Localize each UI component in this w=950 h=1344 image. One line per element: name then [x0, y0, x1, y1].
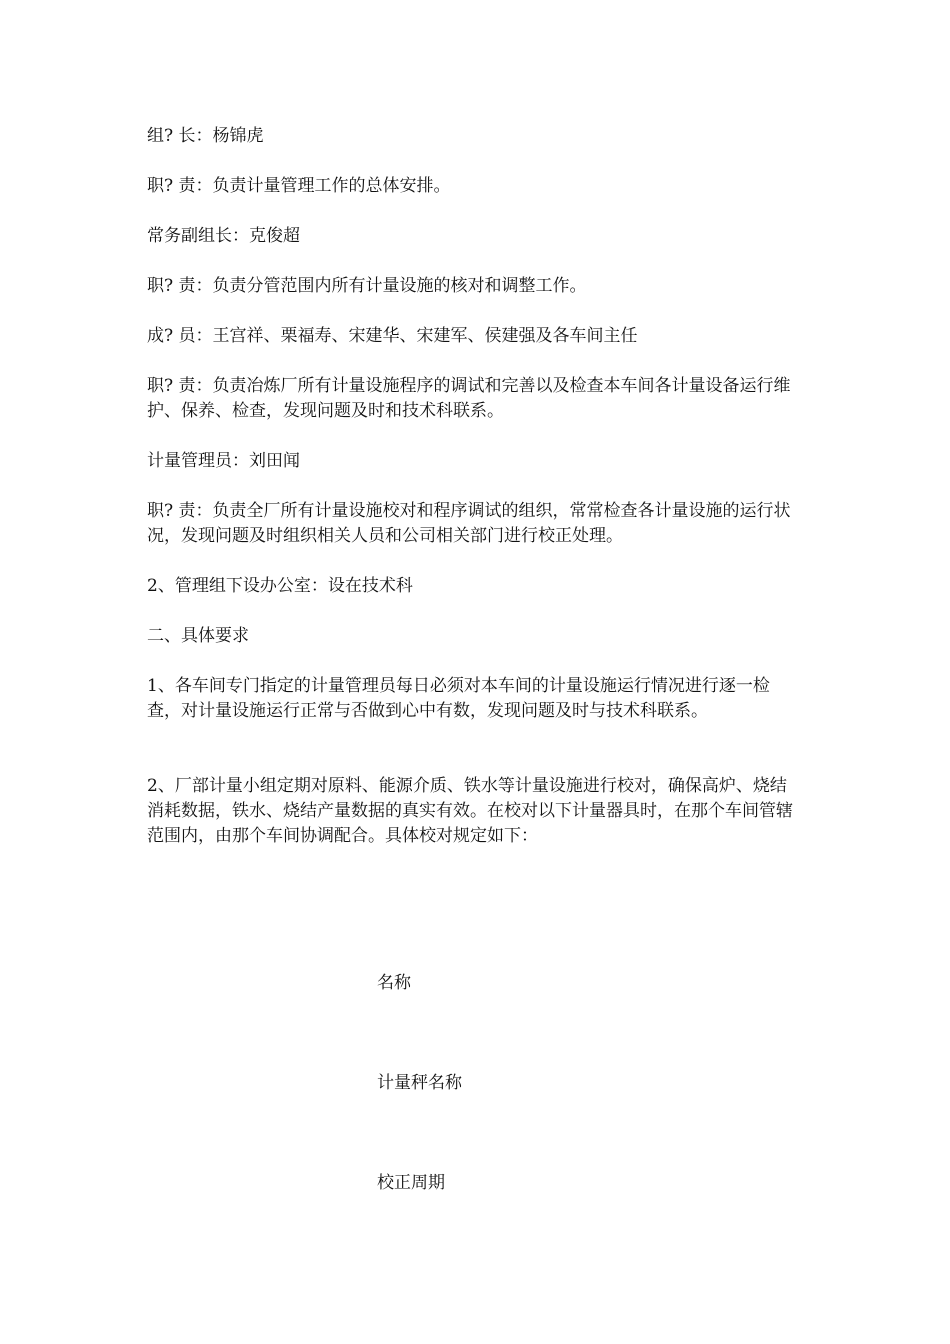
paragraph-members: 成? 员：王宫祥、栗福寿、宋建华、宋建军、侯建强及各车间主任	[147, 326, 638, 346]
table-header-scale-name: 计量秤名称	[377, 1073, 462, 1093]
table-header-name: 名称	[377, 973, 411, 993]
paragraph-group-leader: 组? 长：杨锦虎	[147, 126, 264, 146]
paragraph-members-duty: 职? 责：负责冶炼厂所有计量设施程序的调试和完善以及检查本车间各计量设备运行维护、保养、检查，发现问题及时和技术科联系。	[147, 376, 791, 421]
table-header-calibration-period: 校正周期	[377, 1173, 445, 1193]
section-heading-requirements: 二、具体要求	[147, 626, 249, 646]
paragraph-leader-duty: 职? 责：负责计量管理工作的总体安排。	[147, 176, 451, 196]
paragraph-metrology-manager: 计量管理员：刘田闻	[147, 451, 300, 471]
paragraph-requirement-1: 1、各车间专门指定的计量管理员每日必须对本车间的计量设施运行情况进行逐一检查，对计量设施运行正常与否做到心中有数，发现问题及时与技术科联系。	[147, 676, 770, 721]
paragraph-deputy-leader: 常务副组长：克俊超	[147, 226, 300, 246]
paragraph-deputy-duty: 职? 责：负责分管范围内所有计量设施的核对和调整工作。	[147, 276, 587, 296]
paragraph-manager-duty: 职? 责：负责全厂所有计量设施校对和程序调试的组织，常常检查各计量设施的运行状况，发现问题及时组织相关人员和公司相关部门进行校正处理。	[147, 501, 791, 546]
paragraph-office: 2、管理组下设办公室：设在技术科	[147, 576, 413, 596]
paragraph-requirement-2: 2、厂部计量小组定期对原料、能源介质、铁水等计量设施进行校对，确保高炉、烧结消耗数据，铁水、烧结产量数据的真实有效。在校对以下计量器具时，在那个车间管辖范围内，由那个车间协调配合。具体校对规定如下：	[147, 776, 793, 846]
